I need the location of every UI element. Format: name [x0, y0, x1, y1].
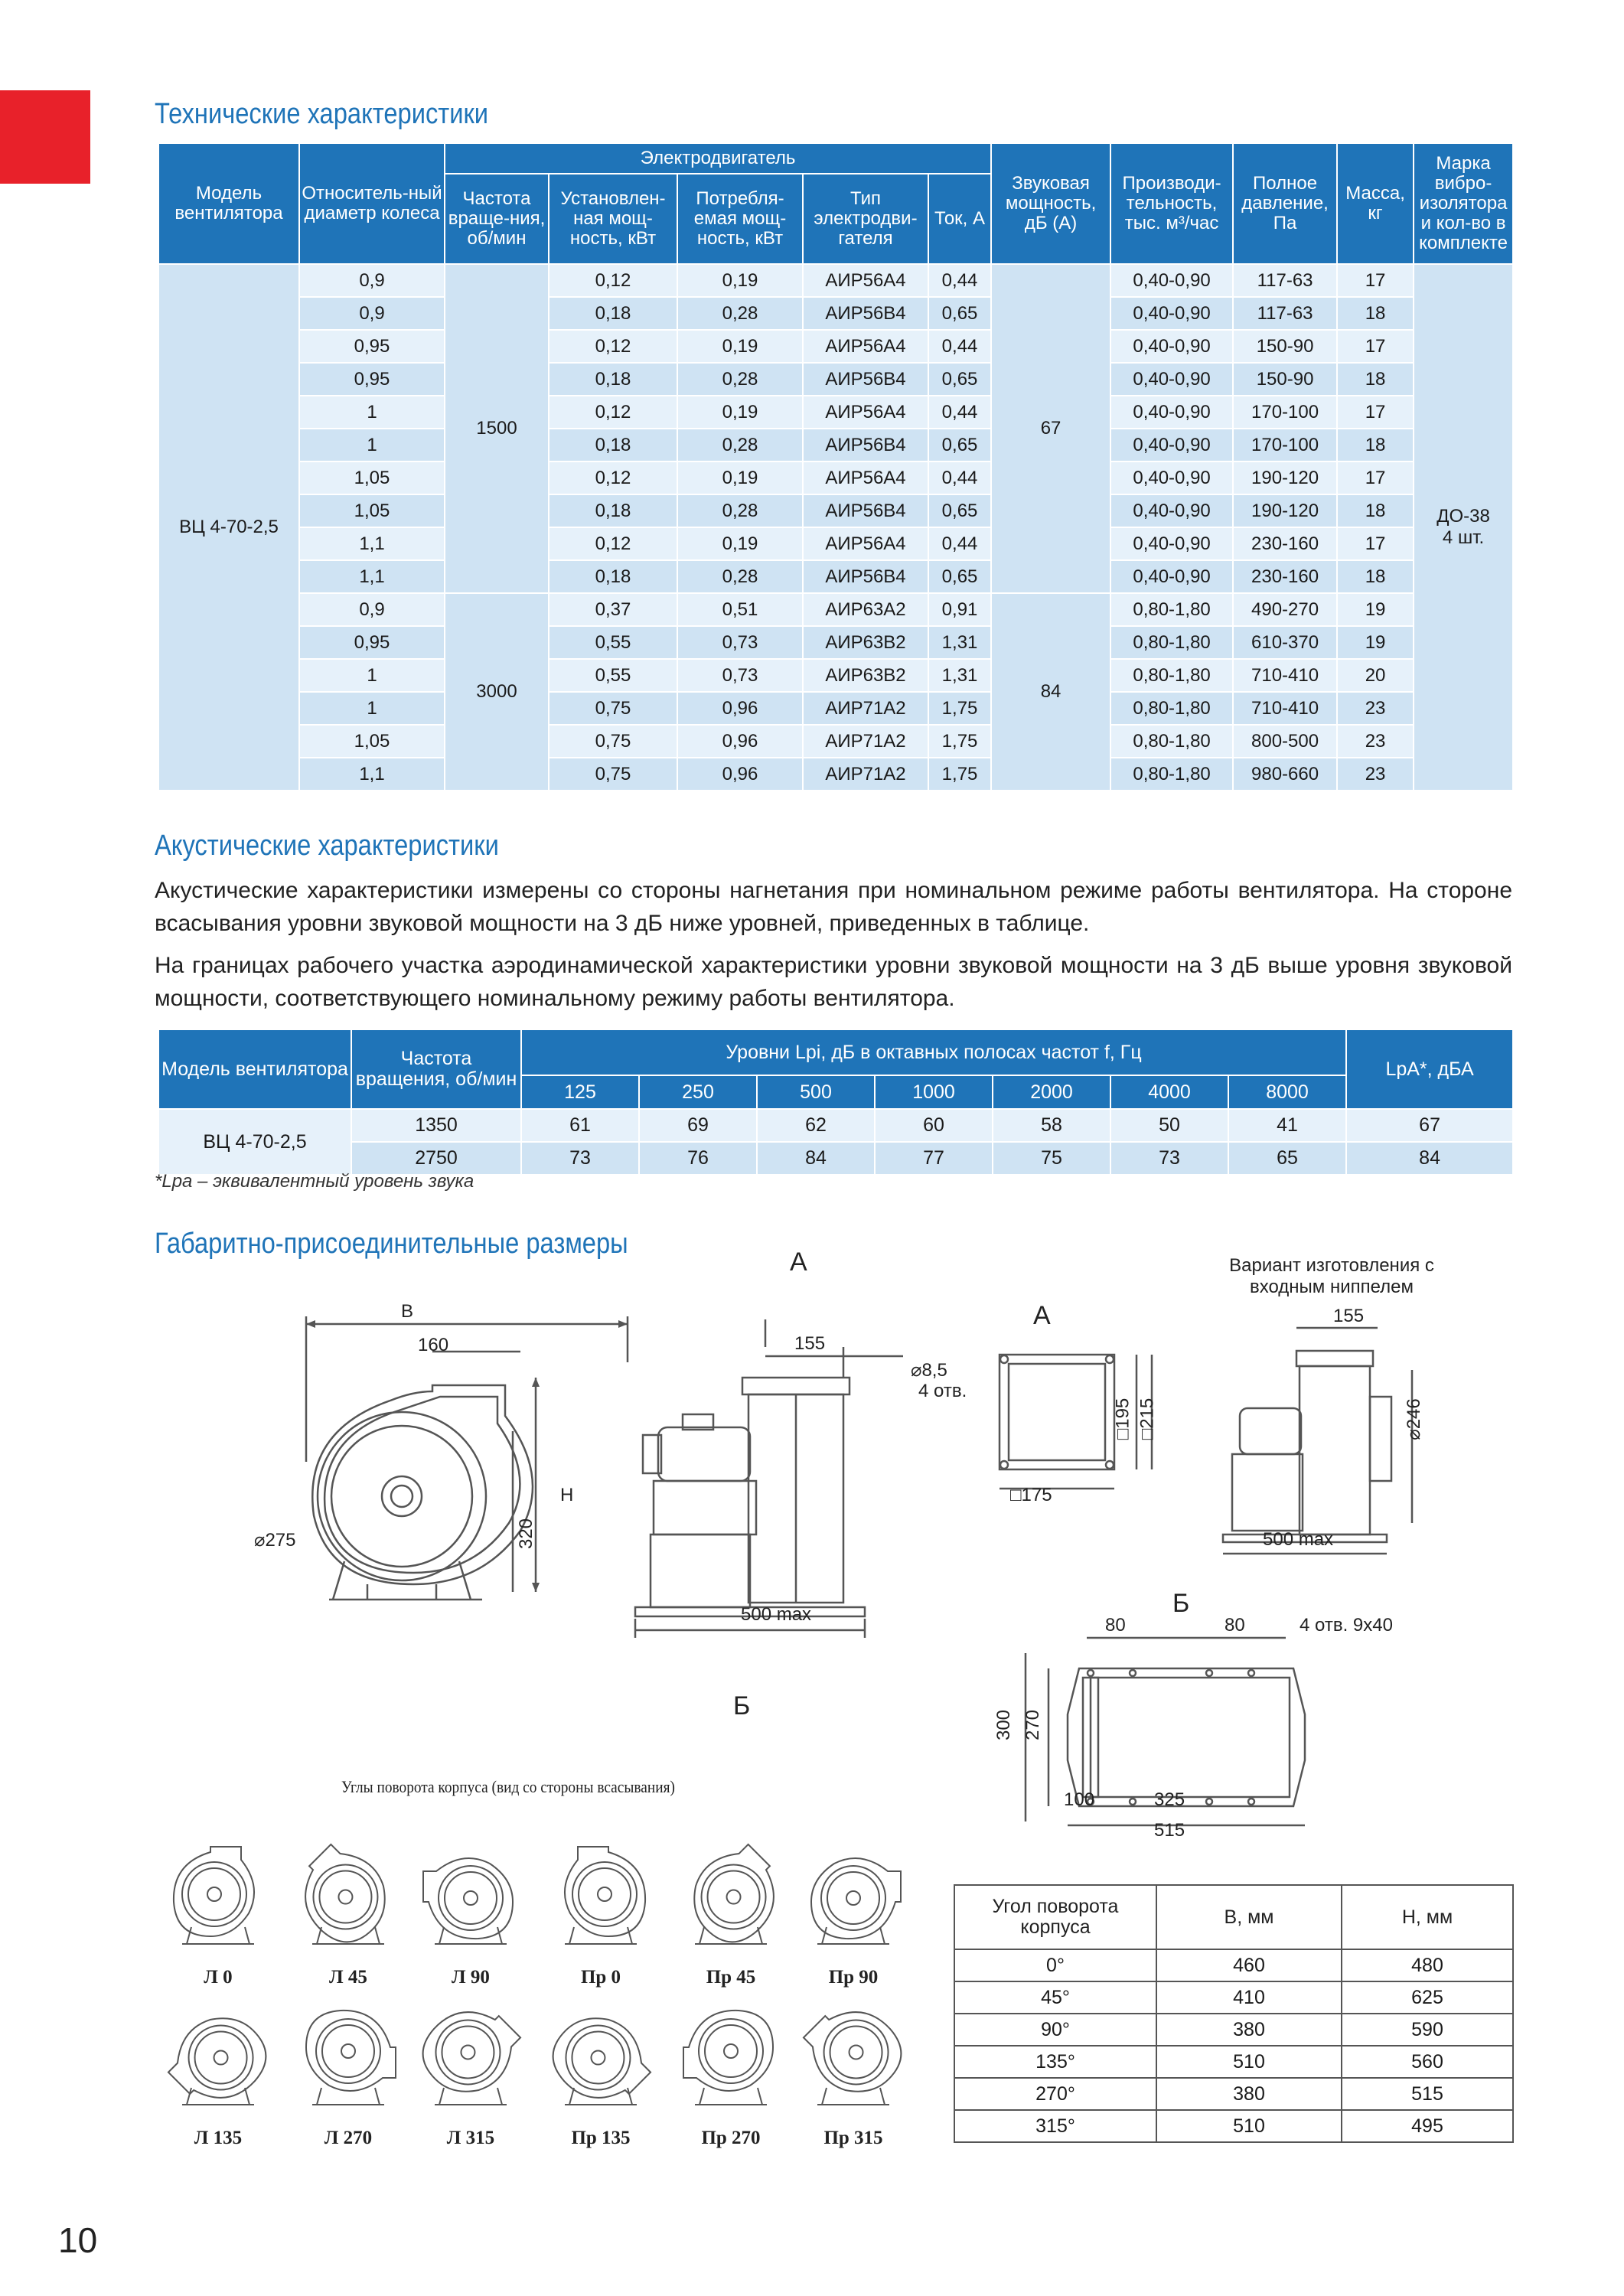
angle-row [954, 2078, 1513, 2110]
ac-cell: 1350 [351, 1109, 521, 1142]
angle-th: В, мм [1156, 1885, 1342, 1949]
ac-th-lpa: LpA*, дБА [1346, 1029, 1513, 1109]
tech-cell: 0,91 [928, 593, 991, 626]
fan-orientation-label: Пр 90 [828, 1967, 879, 1988]
lpa-footnote: *Lpa – эквивалентный уровень звука [155, 1171, 474, 1192]
tech-cell: 0,65 [928, 494, 991, 527]
tech-cell: 0,40-0,90 [1110, 560, 1233, 593]
th-sound: Звуковая мощность, дБ (А) [991, 143, 1110, 264]
tech-cell: 0,18 [549, 429, 677, 461]
dim-515: 515 [1154, 1820, 1185, 1841]
angle-cell: 515 [1342, 2078, 1513, 2110]
tech-cell: 0,75 [549, 758, 677, 791]
tech-row [158, 593, 1513, 626]
tech-cell: АИР56В4 [803, 429, 928, 461]
tech-cell: 0,44 [928, 396, 991, 429]
angle-cell: 560 [1342, 2046, 1513, 2078]
fan-front-drawing [612, 1316, 903, 1653]
ac-cell: 84 [1346, 1142, 1513, 1175]
tech-cell: 1 [299, 659, 445, 692]
fan-orientation-label: Пр 45 [706, 1967, 756, 1988]
ac-cell: 65 [1228, 1142, 1346, 1175]
tech-cell: 1,75 [928, 692, 991, 725]
tech-row [158, 725, 1513, 758]
tech-cell: 0,96 [677, 725, 803, 758]
dim-500max-b: 500 max [1263, 1529, 1334, 1550]
fan-orientation-icon [291, 1998, 406, 2112]
fan-orientation-label: Пр 0 [580, 1967, 621, 1988]
angle-cell: 495 [1342, 2110, 1513, 2142]
tech-cell: 170-100 [1233, 429, 1337, 461]
fan-orientation-icon [543, 1998, 658, 2112]
th-model: Модель вентилятора [158, 143, 299, 264]
tech-cell: 0,80-1,80 [1110, 593, 1233, 626]
tech-cell: 1500 [445, 264, 549, 593]
tech-cell: 0,40-0,90 [1110, 297, 1233, 330]
ac-freq-500: 500 [757, 1075, 875, 1109]
dim-B: В [401, 1301, 414, 1322]
tech-cell: АИР56В4 [803, 494, 928, 527]
tech-cell: 17 [1337, 461, 1414, 494]
fan-orientation-label: Л 270 [324, 2128, 373, 2148]
tech-cell: 0,12 [549, 461, 677, 494]
dim-155b: 155 [1333, 1306, 1365, 1326]
tech-cell: 0,40-0,90 [1110, 330, 1233, 363]
dim-4-holes: 4 отв. [918, 1381, 967, 1401]
acoustic-table [158, 1029, 1514, 1176]
angle-table [954, 1884, 1514, 2143]
tech-cell: 17 [1337, 396, 1414, 429]
dim-300: 300 [993, 1709, 1015, 1741]
tech-cell: 0,80-1,80 [1110, 659, 1233, 692]
tech-cell: 0,37 [549, 593, 677, 626]
tech-cell: 0,44 [928, 461, 991, 494]
angle-cell: 590 [1342, 2014, 1513, 2046]
ac-row [158, 1142, 1513, 1175]
tech-cell: 0,12 [549, 264, 677, 297]
tech-cell: 710-410 [1233, 692, 1337, 725]
th-mass: Масса, кг [1337, 143, 1414, 264]
tech-cell: 0,44 [928, 264, 991, 297]
ac-cell: 77 [875, 1142, 993, 1175]
tech-cell: 67 [991, 264, 1110, 593]
tech-cell: 20 [1337, 659, 1414, 692]
angle-cell: 510 [1156, 2046, 1342, 2078]
tech-cell: 0,19 [677, 527, 803, 560]
dim-160: 160 [418, 1335, 449, 1355]
tech-cell: АИР71А2 [803, 725, 928, 758]
tech-cell: 0,51 [677, 593, 803, 626]
th-rel-diam: Относитель-ный диаметр колеса [299, 143, 445, 264]
tech-cell: 230-160 [1233, 560, 1337, 593]
fan-orientation-label: Л 0 [204, 1967, 233, 1988]
tech-cell: 230-160 [1233, 527, 1337, 560]
th-pressure: Полное давление, Па [1233, 143, 1337, 264]
ac-cell: 58 [993, 1109, 1110, 1142]
tech-row [158, 494, 1513, 527]
tech-cell: 0,75 [549, 692, 677, 725]
tech-cell: 0,19 [677, 461, 803, 494]
tech-cell: 150-90 [1233, 330, 1337, 363]
tech-cell: 1,1 [299, 560, 445, 593]
tech-cell: 1,31 [928, 626, 991, 659]
dim-H: Н [560, 1485, 574, 1505]
dim-holes-9x40: 4 отв. 9х40 [1300, 1615, 1393, 1636]
tech-table [158, 142, 1514, 791]
ac-cell: 50 [1110, 1109, 1228, 1142]
th-current: Ток, А [928, 174, 991, 264]
acoustic-paragraph-1: Акустические характеристики измерены со стороны нагнетания при номинальном режиме работы вентилятора. На стороне всасывания уровни звуковой мощности на 3 дБ ниже уровней, приведенных в таблице. [155, 878, 1512, 936]
angle-th: Н, мм [1342, 1885, 1513, 1949]
tech-cell: АИР56А4 [803, 330, 928, 363]
tech-cell: 0,19 [677, 330, 803, 363]
tech-cell: 0,65 [928, 429, 991, 461]
tech-cell: 23 [1337, 725, 1414, 758]
tech-cell: 0,95 [299, 330, 445, 363]
fan-orientation-icon [796, 1837, 911, 1952]
tech-cell: 1 [299, 692, 445, 725]
tech-cell: АИР71А2 [803, 758, 928, 791]
ac-th-levels: Уровни Lpi, дБ в октавных полосах частот f, Гц [521, 1029, 1346, 1075]
tech-cell: АИР63В2 [803, 626, 928, 659]
angle-cell: 135° [954, 2046, 1156, 2078]
angle-cell: 625 [1342, 1981, 1513, 2014]
tech-cell: 190-120 [1233, 461, 1337, 494]
tech-cell: АИР56А4 [803, 264, 928, 297]
tech-cell: 0,12 [549, 396, 677, 429]
tech-cell: 0,28 [677, 363, 803, 396]
fan-orientation-label: Л 135 [194, 2128, 243, 2148]
angle-row [954, 1949, 1513, 1981]
tech-cell: 0,40-0,90 [1110, 527, 1233, 560]
tech-cell: АИР56А4 [803, 527, 928, 560]
angle-row [954, 1981, 1513, 2014]
dim-175: □175 [1010, 1485, 1052, 1505]
tech-row [158, 396, 1513, 429]
dim-270: 270 [1022, 1709, 1044, 1741]
tech-row [158, 429, 1513, 461]
th-consumed: Потребля-емая мощ-ность, кВт [677, 174, 803, 264]
angle-cell: 270° [954, 2078, 1156, 2110]
tech-cell: 1,75 [928, 758, 991, 791]
angle-cell: 90° [954, 2014, 1156, 2046]
tech-row [158, 363, 1513, 396]
ac-cell: 69 [639, 1109, 757, 1142]
tech-cell: 1 [299, 396, 445, 429]
tech-cell: 0,80-1,80 [1110, 758, 1233, 791]
dim-80a: 80 [1105, 1615, 1126, 1636]
ac-freq-125: 125 [521, 1075, 639, 1109]
tech-cell: 0,28 [677, 297, 803, 330]
tech-cell: 0,40-0,90 [1110, 429, 1233, 461]
fan-orientation-label: Пр 135 [571, 2128, 631, 2148]
tech-cell: 0,12 [549, 527, 677, 560]
tech-cell: 117-63 [1233, 297, 1337, 330]
tech-cell: 980-660 [1233, 758, 1337, 791]
fan-orientation-label: Пр 315 [823, 2128, 883, 2148]
tech-cell: 490-270 [1233, 593, 1337, 626]
fan-orientation-label: Пр 270 [701, 2128, 761, 2148]
tech-cell: 0,9 [299, 593, 445, 626]
acoustic-section-title: Акустические характеристики [155, 830, 499, 862]
tech-cell: 0,18 [549, 560, 677, 593]
tech-cell: 0,28 [677, 560, 803, 593]
tech-row [158, 692, 1513, 725]
tech-cell: АИР56А4 [803, 396, 928, 429]
dim-155: 155 [794, 1333, 826, 1354]
tech-cell: 0,40-0,90 [1110, 264, 1233, 297]
angle-th: Угол поворота корпуса [954, 1885, 1156, 1949]
tech-cell: 0,19 [677, 396, 803, 429]
fan-orientation-label: Л 90 [452, 1967, 490, 1988]
tech-cell: 0,96 [677, 692, 803, 725]
tech-cell: 0,65 [928, 560, 991, 593]
isolator-cell [1414, 264, 1513, 791]
dim-80b: 80 [1225, 1615, 1245, 1636]
tech-cell: 17 [1337, 264, 1414, 297]
ac-cell: 41 [1228, 1109, 1346, 1142]
angle-cell: 510 [1156, 2110, 1342, 2142]
ac-freq-4000: 4000 [1110, 1075, 1228, 1109]
ac-th-speed: Частота вращения, об/мин [351, 1029, 521, 1109]
acoustic-paragraph-2: На границах рабочего участка аэродинамической характеристики уровни звуковой мощности на 3 дБ выше уровня звуковой мощности, соответствующего номинальному режиму работы вентилятора. [155, 953, 1512, 1011]
tech-cell: 0,73 [677, 626, 803, 659]
tech-cell: 0,55 [549, 659, 677, 692]
tech-cell: 3000 [445, 593, 549, 791]
isolator-qty: 4 шт. [1442, 527, 1485, 548]
tech-section-title: Технические характеристики [155, 98, 489, 130]
angle-cell: 380 [1156, 2078, 1342, 2110]
angle-cell: 380 [1156, 2014, 1342, 2046]
ac-freq-2000: 2000 [993, 1075, 1110, 1109]
tech-cell: 0,9 [299, 297, 445, 330]
dim-195: □195 [1112, 1397, 1133, 1440]
tech-cell: 0,19 [677, 264, 803, 297]
tech-cell: 0,18 [549, 494, 677, 527]
angle-row [954, 2110, 1513, 2142]
tech-cell: 170-100 [1233, 396, 1337, 429]
tech-cell: 0,9 [299, 264, 445, 297]
view-B-title: Б [1172, 1589, 1190, 1618]
ac-freq-1000: 1000 [875, 1075, 993, 1109]
ac-cell: 73 [521, 1142, 639, 1175]
ac-cell: 73 [1110, 1142, 1228, 1175]
tech-cell: АИР56В4 [803, 297, 928, 330]
ac-row [158, 1109, 1513, 1142]
arrow-B: Б [733, 1691, 751, 1720]
tech-cell: 18 [1337, 429, 1414, 461]
tech-cell: 710-410 [1233, 659, 1337, 692]
tech-row [158, 297, 1513, 330]
fan-orientation-icon [161, 1998, 276, 2112]
tech-cell: 190-120 [1233, 494, 1337, 527]
tech-cell: 23 [1337, 758, 1414, 791]
tech-cell: 0,95 [299, 626, 445, 659]
tech-row [158, 461, 1513, 494]
tech-cell: 19 [1337, 593, 1414, 626]
tech-cell: 0,55 [549, 626, 677, 659]
tech-cell: 18 [1337, 560, 1414, 593]
tech-cell: 0,12 [549, 330, 677, 363]
tech-cell: 0,80-1,80 [1110, 626, 1233, 659]
ac-cell: 61 [521, 1109, 639, 1142]
ac-cell: 84 [757, 1142, 875, 1175]
tech-cell: 1,05 [299, 725, 445, 758]
view-A-title: А [1033, 1301, 1051, 1330]
angle-cell: 460 [1156, 1949, 1342, 1981]
tech-cell: 0,80-1,80 [1110, 692, 1233, 725]
tech-cell: 1,31 [928, 659, 991, 692]
tech-row [158, 264, 1513, 297]
ac-freq-8000: 8000 [1228, 1075, 1346, 1109]
angle-cell: 410 [1156, 1981, 1342, 2014]
red-corner-tab [0, 90, 90, 184]
tech-cell: 0,75 [549, 725, 677, 758]
fan-orientation-icon [413, 1998, 528, 2112]
tech-row [158, 330, 1513, 363]
tech-cell: 0,28 [677, 494, 803, 527]
fan-orientation-icon [673, 1998, 788, 2112]
tech-cell: 0,18 [549, 363, 677, 396]
ac-cell: 76 [639, 1142, 757, 1175]
angle-row [954, 2014, 1513, 2046]
rotation-caption: Углы поворота корпуса (вид со стороны всасывания) [341, 1777, 675, 1796]
tech-cell: 18 [1337, 494, 1414, 527]
angle-cell: 45° [954, 1981, 1156, 2014]
ac-cell: 60 [875, 1109, 993, 1142]
tech-cell: 0,44 [928, 527, 991, 560]
tech-cell: 0,40-0,90 [1110, 396, 1233, 429]
fan-orientation-label: Л 45 [329, 1967, 367, 1988]
angle-cell: 315° [954, 2110, 1156, 2142]
tech-table-body [158, 264, 1513, 791]
fan-orientation-icon [161, 1837, 276, 1952]
tech-cell: 1,1 [299, 527, 445, 560]
tech-row [158, 659, 1513, 692]
tech-cell: 1,1 [299, 758, 445, 791]
dim-246: ⌀246 [1403, 1398, 1424, 1440]
page-number: 10 [58, 2220, 98, 2260]
tech-row [158, 626, 1513, 659]
fan-orientation-icon [413, 1837, 528, 1952]
variant-caption: Вариант изготовления с входным ниппелем [1229, 1255, 1434, 1297]
tech-cell: АИР63А2 [803, 593, 928, 626]
fan-orientation-icon [291, 1837, 406, 1952]
tech-cell: АИР56В4 [803, 560, 928, 593]
tech-cell: 1,05 [299, 494, 445, 527]
fan-orientation-icon [543, 1837, 658, 1952]
tech-cell: 1 [299, 429, 445, 461]
ac-cell: ВЦ 4-70-2,5 [158, 1109, 351, 1175]
dim-320: 320 [516, 1518, 537, 1550]
dim-8-5: ⌀8,5 [911, 1360, 947, 1381]
angle-row [954, 2046, 1513, 2078]
tech-cell: 17 [1337, 527, 1414, 560]
tech-row [158, 758, 1513, 791]
tech-cell: 117-63 [1233, 264, 1337, 297]
ac-cell: 67 [1346, 1109, 1513, 1142]
tech-cell: 84 [991, 593, 1110, 791]
tech-cell: 0,65 [928, 363, 991, 396]
th-motor: Электродвигатель [445, 143, 991, 174]
angle-cell: 0° [954, 1949, 1156, 1981]
ac-cell: 62 [757, 1109, 875, 1142]
ac-th-model: Модель вентилятора [158, 1029, 351, 1109]
dim-325: 325 [1154, 1789, 1185, 1810]
tech-cell: 0,96 [677, 758, 803, 791]
dim-500max: 500 max [741, 1604, 812, 1625]
th-speed: Частота враще-ния, об/мин [445, 174, 549, 264]
dim-275: ⌀275 [254, 1530, 296, 1551]
tech-cell: 1,05 [299, 461, 445, 494]
tech-cell: 0,18 [549, 297, 677, 330]
tech-cell: 1,75 [928, 725, 991, 758]
tech-row [158, 560, 1513, 593]
tech-cell: 0,95 [299, 363, 445, 396]
tech-cell: АИР56А4 [803, 461, 928, 494]
dim-100: 100 [1064, 1789, 1095, 1810]
tech-cell: 800-500 [1233, 725, 1337, 758]
th-installed: Установлен-ная мощ-ность, кВт [549, 174, 677, 264]
tech-cell: ВЦ 4-70-2,5 [158, 264, 299, 791]
ac-cell: 2750 [351, 1142, 521, 1175]
angle-cell: 480 [1342, 1949, 1513, 1981]
tech-cell: 0,80-1,80 [1110, 725, 1233, 758]
tech-cell: 0,40-0,90 [1110, 363, 1233, 396]
tech-cell: 0,28 [677, 429, 803, 461]
th-type: Тип электродви-гателя [803, 174, 928, 264]
tech-row [158, 527, 1513, 560]
tech-cell: 0,40-0,90 [1110, 494, 1233, 527]
tech-cell: 23 [1337, 692, 1414, 725]
dims-section-title: Габаритно-присоединительные размеры [155, 1228, 628, 1260]
tech-cell: 17 [1337, 330, 1414, 363]
fan-orientation-icon [673, 1837, 788, 1952]
tech-cell: 150-90 [1233, 363, 1337, 396]
arrow-A: А [790, 1247, 807, 1277]
tech-cell: 19 [1337, 626, 1414, 659]
tech-cell: 0,65 [928, 297, 991, 330]
dim-215: □215 [1136, 1397, 1158, 1440]
isolator-brand: ДО-38 [1436, 506, 1490, 527]
tech-cell: 0,44 [928, 330, 991, 363]
th-capacity: Производи-тельность, тыс. м³/час [1110, 143, 1233, 264]
fan-orientation-icon [796, 1998, 911, 2112]
tech-cell: 0,73 [677, 659, 803, 692]
tech-cell: АИР56В4 [803, 363, 928, 396]
ac-cell: 75 [993, 1142, 1110, 1175]
th-isolator: Марка вибро-изолятора и кол-во в комплекте [1414, 143, 1513, 264]
tech-cell: 18 [1337, 363, 1414, 396]
fan-orientation-label: Л 315 [446, 2128, 495, 2148]
tech-cell: АИР63В2 [803, 659, 928, 692]
tech-cell: 0,40-0,90 [1110, 461, 1233, 494]
ac-freq-250: 250 [639, 1075, 757, 1109]
tech-cell: 18 [1337, 297, 1414, 330]
tech-cell: 610-370 [1233, 626, 1337, 659]
view-B-drawing [1010, 1623, 1332, 1852]
tech-cell: АИР71А2 [803, 692, 928, 725]
